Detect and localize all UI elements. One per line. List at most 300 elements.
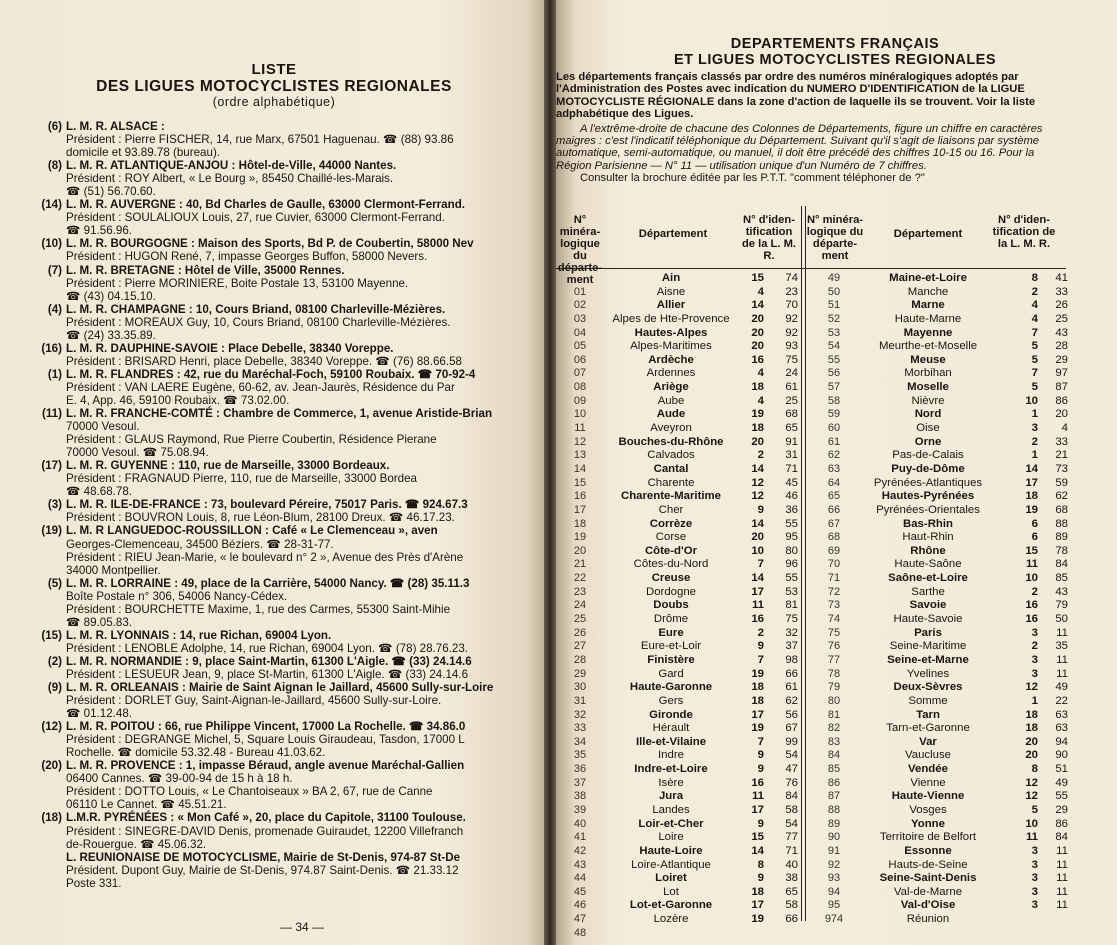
department-name: Jura <box>658 790 684 803</box>
league-id: 17 <box>1025 476 1038 489</box>
department-name: Loire-Atlantique <box>631 858 711 871</box>
header-ident: N° d'iden-tification de la L. M. R. <box>741 214 797 262</box>
league-id: 14 <box>751 572 764 585</box>
department-name: Charente-Maritime <box>620 490 721 503</box>
league-line-text: L. M. R. ILE-DE-FRANCE : 73, boulevard Péreire, 75017 Paris. ☎ 924.67.3 <box>66 498 468 512</box>
department-row <box>806 681 1066 695</box>
league-id: 15 <box>1025 544 1038 557</box>
department-code: 974 <box>824 913 844 926</box>
department-name: Corse <box>655 531 687 544</box>
right-title-line-2: ET LIGUES MOTOCYCLISTES REGIONALES <box>673 52 997 68</box>
phone-prefix: 79 <box>1055 599 1068 612</box>
department-name: Meurthe-et-Moselle <box>878 340 978 353</box>
phone-prefix: 11 <box>1056 653 1068 666</box>
department-name: Seine-Maritime <box>889 640 967 653</box>
league-line-text: Président : GLAUS Raymond, Rue Pierre Coubertin, Résidence Pierane <box>66 433 437 447</box>
department-name: Lot <box>663 885 679 898</box>
phone-prefix: 62 <box>1055 490 1068 503</box>
phone-prefix: 76 <box>785 776 798 789</box>
league-entry-line <box>66 864 556 877</box>
department-code: 04 <box>573 326 587 339</box>
league-entry <box>38 811 556 824</box>
department-code: 71 <box>827 572 841 585</box>
league-id: 16 <box>1025 613 1038 626</box>
phone-prefix: 31 <box>785 449 798 462</box>
department-code: 07 <box>573 367 587 380</box>
phone-prefix: 38 <box>785 872 798 885</box>
league-line-text: L. M. R. FRANCHE-COMTÉ : Chambre de Commerce, 1, avenue Aristide-Brian <box>66 407 493 421</box>
department-code: 66 <box>827 503 841 516</box>
league-id: 3 <box>1031 858 1038 871</box>
department-name: Marne <box>911 299 945 312</box>
league-id: 20 <box>1025 749 1038 762</box>
department-name: Hautes-Alpes <box>634 326 708 339</box>
department-row <box>806 627 1066 641</box>
department-row <box>556 518 801 532</box>
league-entry-line <box>66 277 556 290</box>
league-id: 17 <box>751 585 764 598</box>
league-line-text: L. M. R. CHAMPAGNE : 10, Cours Briand, 08100 Charleville-Mézières. <box>66 302 446 316</box>
league-entry-line <box>66 590 556 603</box>
department-code: 59 <box>827 408 841 421</box>
department-row <box>806 777 1066 791</box>
department-code: 38 <box>573 790 587 803</box>
league-id: 7 <box>1031 367 1038 380</box>
league-id: 10 <box>1025 394 1038 407</box>
department-name: Haute-Vienne <box>891 790 965 803</box>
department-code: 34 <box>573 735 587 748</box>
departments-column-right <box>806 272 1066 927</box>
league-entry-line <box>66 185 556 198</box>
phone-prefix: 24 <box>785 367 798 380</box>
department-code: 65 <box>827 490 841 503</box>
department-name: Haute-Savoie <box>893 613 963 626</box>
phone-prefix: 25 <box>1055 312 1068 325</box>
league-line-text: L. M. R. POITOU : 66, rue Philippe Vincent, 17000 La Rochelle. ☎ 34.86.0 <box>66 720 466 734</box>
department-row <box>806 722 1066 736</box>
department-name: Aude <box>656 408 686 421</box>
league-number: (8) <box>47 159 62 173</box>
phone-prefix: 33 <box>1055 435 1068 448</box>
department-code: 82 <box>827 722 841 735</box>
department-name: Côte-d'Or <box>644 544 698 557</box>
league-id: 4 <box>1031 299 1038 312</box>
phone-prefix: 11 <box>1056 844 1068 857</box>
department-row <box>806 872 1066 886</box>
department-row <box>556 640 801 654</box>
phone-prefix: 73 <box>1055 462 1068 475</box>
department-code: 57 <box>827 381 841 394</box>
department-code: 93 <box>827 872 841 885</box>
department-name: Somme <box>908 694 948 707</box>
league-id: 6 <box>1031 531 1038 544</box>
league-id: 2 <box>1031 640 1038 653</box>
department-code: 36 <box>573 763 587 776</box>
phone-prefix: 29 <box>1055 803 1068 816</box>
department-row <box>806 354 1066 368</box>
department-name: Moselle <box>907 381 949 394</box>
department-code: 12 <box>573 435 587 448</box>
league-id: 3 <box>1031 899 1038 912</box>
league-line-text: ☎ 91.56.96. <box>66 224 133 238</box>
header-department-2: Département <box>893 228 963 240</box>
department-name: Meuse <box>910 353 946 366</box>
department-code: 90 <box>827 831 841 844</box>
department-row <box>556 299 801 313</box>
phone-prefix: 37 <box>785 640 798 653</box>
league-entry-line <box>66 172 556 185</box>
phone-prefix: 96 <box>785 558 798 571</box>
department-row <box>806 831 1066 845</box>
league-line-text: L. M. R LANGUEDOC-ROUSSILLON : Café « Le Clemenceau », aven <box>66 524 438 538</box>
department-name: Sarthe <box>911 585 945 598</box>
department-row <box>556 681 801 695</box>
league-id: 3 <box>1031 626 1038 639</box>
department-name: Manche <box>907 285 949 298</box>
department-name: Creuse <box>651 572 691 585</box>
department-code: 24 <box>573 599 587 612</box>
league-number: (12) <box>41 720 62 734</box>
league-id: 9 <box>757 763 764 776</box>
league-line-text: Président : DORLET Guy, Saint-Aignan-le-Jaillard, 45600 Sully-sur-Loire. <box>66 694 442 708</box>
phone-prefix: 92 <box>785 326 798 339</box>
department-row <box>806 436 1066 450</box>
league-line-text: 06400 Cannes. ☎ 39-00-94 de 15 h à 18 h. <box>66 772 293 786</box>
department-code: 14 <box>573 462 587 475</box>
league-id: 15 <box>751 272 764 284</box>
department-row <box>556 859 801 873</box>
department-row <box>556 272 801 286</box>
department-code: 69 <box>827 544 841 557</box>
league-entry-line <box>66 772 556 785</box>
department-row <box>806 531 1066 545</box>
league-id: 7 <box>1031 326 1038 339</box>
department-row <box>806 381 1066 395</box>
league-id: 10 <box>1025 817 1038 830</box>
league-entry <box>38 577 556 590</box>
league-entry <box>38 720 556 733</box>
league-line-text: Boîte Postale n° 306, 54006 Nancy-Cédex. <box>66 589 288 603</box>
department-row <box>556 395 801 409</box>
league-entry <box>38 524 556 537</box>
league-id: 1 <box>1031 694 1038 707</box>
department-name: Orne <box>914 435 942 448</box>
department-row <box>556 872 801 886</box>
department-name: Tarn-et-Garonne <box>886 722 970 735</box>
department-name: Puy-de-Dôme <box>891 462 965 475</box>
league-id: 11 <box>751 790 764 803</box>
league-id: 8 <box>1031 272 1038 284</box>
department-name: Bouches-du-Rhône <box>618 435 724 448</box>
phone-prefix: 28 <box>1055 340 1068 353</box>
department-code: 42 <box>573 844 587 857</box>
department-row <box>806 299 1066 313</box>
department-code: 13 <box>573 449 587 462</box>
department-code: 32 <box>573 708 587 721</box>
league-line-text: L. M. R. LYONNAIS : 14, rue Richan, 69004 Lyon. <box>66 628 332 642</box>
department-name: Loire <box>658 831 684 844</box>
department-row <box>806 640 1066 654</box>
league-entry-line <box>66 472 556 485</box>
league-id: 2 <box>757 449 764 462</box>
department-row <box>556 709 801 723</box>
department-code: 72 <box>827 585 841 598</box>
league-id: 16 <box>751 613 764 626</box>
phone-prefix: 81 <box>785 599 798 612</box>
department-name: Lot-et-Garonne <box>629 899 713 912</box>
league-line-text: Président : FRAGNAUD Pierre, 110, rue de Marseille, 33000 Bordea <box>66 472 417 486</box>
league-entry-line <box>66 381 556 394</box>
department-row <box>556 613 801 627</box>
league-id: 19 <box>751 913 764 926</box>
department-row <box>806 736 1066 750</box>
league-number: (6) <box>47 120 62 133</box>
league-entry-line <box>66 433 556 446</box>
league-entry <box>38 264 556 277</box>
department-row <box>556 695 801 709</box>
league-id: 8 <box>1031 763 1038 776</box>
department-code: 91 <box>827 844 841 857</box>
department-row <box>806 463 1066 477</box>
league-line-text: Président : BOUVRON Louis, 8, rue Léon-Blum, 28100 Dreux. ☎ 46.17.23. <box>66 511 455 525</box>
phone-prefix: 75 <box>785 613 798 626</box>
department-code: 23 <box>573 585 587 598</box>
department-code: 76 <box>827 640 841 653</box>
league-line-text: ☎ (24) 33.35.89. <box>66 328 156 342</box>
department-code: 28 <box>573 653 587 666</box>
department-code: 17 <box>573 503 587 516</box>
phone-prefix: 75 <box>785 353 798 366</box>
department-table <box>556 206 1068 939</box>
league-line-text: L. M. R. ATLANTIQUE-ANJOU : Hôtel-de-Ville, 44000 Nantes. <box>66 159 397 173</box>
league-line-text: L. M. R. BRETAGNE : Hôtel de Ville, 35000 Rennes. <box>66 263 345 277</box>
phone-prefix: 66 <box>785 667 798 680</box>
department-code: 02 <box>573 299 587 312</box>
department-name: Yonne <box>911 817 945 830</box>
department-row <box>556 927 801 941</box>
phone-prefix: 25 <box>785 394 798 407</box>
department-name: Ardèche <box>648 353 694 366</box>
department-name: Territoire de Belfort <box>879 831 977 844</box>
phone-prefix: 51 <box>1055 763 1068 776</box>
league-line-text: L.M.R. PYRÉNÉES : « Mon Café », 20, place du Capitole, 31100 Toulouse. <box>66 811 466 825</box>
intro-italic: A l'extrême-droite de chacune des Colonnes de Départements, figure un chiffre en caractères maigres : c'est l'indicatif téléphonique du Département. Suivant qu'il s'agit de liaisons par système automatique, semi-automatique, ou manuel, il doit être précédé des chiffres 10-15 ou 16. Pour la Région Parisienne — N° 11 — utilisation unique d'un Numéro de 7 chiffres. <box>556 122 1043 172</box>
department-name: Ain <box>661 272 681 284</box>
league-id: 14 <box>751 299 764 312</box>
department-row <box>556 777 801 791</box>
league-entry-line <box>66 551 556 564</box>
department-row <box>806 763 1066 777</box>
department-code: 19 <box>573 531 587 544</box>
league-number: (4) <box>47 302 62 316</box>
department-name: Oise <box>916 422 940 435</box>
department-name: Ariège <box>653 381 689 394</box>
department-code: 06 <box>573 353 587 366</box>
department-row <box>806 613 1066 627</box>
department-name: Val-de-Marne <box>893 885 963 898</box>
league-id: 20 <box>751 531 764 544</box>
department-row <box>556 586 801 600</box>
department-row <box>556 654 801 668</box>
league-id: 19 <box>751 408 764 421</box>
league-id: 4 <box>1031 312 1038 325</box>
phone-prefix: 11 <box>1056 667 1068 680</box>
department-name: Yvelines <box>906 667 950 680</box>
department-row <box>556 668 801 682</box>
phone-prefix: 4 <box>1061 422 1068 435</box>
phone-prefix: 74 <box>785 272 798 284</box>
league-line-text: Président : LESUEUR Jean, 9, place St-Martin, 61300 L'Aigle. ☎ (33) 24.14.6 <box>66 667 469 681</box>
department-name: Indre <box>658 749 684 762</box>
department-row <box>806 709 1066 723</box>
department-code: 27 <box>573 640 587 653</box>
department-name: Finistère <box>647 653 695 666</box>
league-line-text: domicile et 93.89.78 (bureau). <box>66 146 221 160</box>
league-line-text: Président : ROY Albert, « Le Bourg », 85450 Chaillé-les-Marais. <box>66 172 394 186</box>
department-code: 31 <box>573 694 587 707</box>
department-code: 58 <box>827 394 841 407</box>
league-line-text: L. M. R. FLANDRES : 42, rue du Maréchal-Foch, 59100 Roubaix. ☎ 70-92-4 <box>66 367 476 381</box>
left-title-line-3: (ordre alphabétique) <box>212 95 336 109</box>
department-row <box>806 558 1066 572</box>
league-entry-line <box>66 146 556 159</box>
league-id: 15 <box>751 831 764 844</box>
league-id: 1 <box>1031 449 1038 462</box>
department-row <box>556 477 801 491</box>
league-entry <box>38 120 556 133</box>
department-row <box>806 504 1066 518</box>
league-id: 4 <box>757 285 764 298</box>
league-line-text: ☎ (43) 04.15.10. <box>66 289 156 303</box>
league-line-text: Président : SOULALIOUX Louis, 27, rue Cuvier, 63000 Clermont-Ferrand. <box>66 211 445 225</box>
department-row <box>806 490 1066 504</box>
department-name: Haute-Saône <box>894 558 962 571</box>
league-entry <box>38 681 556 694</box>
league-id: 2 <box>1031 285 1038 298</box>
league-entry-line <box>66 825 556 838</box>
department-row <box>806 422 1066 436</box>
league-id: 17 <box>751 708 764 721</box>
league-line-text: L. M. R. AUVERGNE : 40, Bd Charles de Gaulle, 63000 Clermont-Ferrand. <box>66 198 466 212</box>
department-code: 62 <box>827 449 841 462</box>
phone-prefix: 90 <box>1055 749 1068 762</box>
league-line-text: Président : LENOBLE Adolphe, 14, rue Richan, 69004 Lyon. ☎ (78) 28.76.23. <box>66 641 469 655</box>
department-row <box>806 668 1066 682</box>
league-id: 5 <box>1031 381 1038 394</box>
phone-prefix: 71 <box>785 462 798 475</box>
table-column-divider <box>801 206 802 921</box>
phone-prefix: 87 <box>1055 381 1068 394</box>
league-number: (14) <box>41 198 62 212</box>
department-name: Drôme <box>653 613 689 626</box>
phone-prefix: 58 <box>785 803 798 816</box>
league-id: 16 <box>751 353 764 366</box>
department-row <box>806 449 1066 463</box>
department-row <box>556 381 801 395</box>
department-code: 40 <box>573 817 587 830</box>
phone-prefix: 92 <box>785 312 798 325</box>
header-code-2: N° minéra-logique du départe-ment <box>806 214 864 262</box>
department-row <box>556 531 801 545</box>
department-name: Gironde <box>649 708 693 721</box>
league-line-text: L. REUNIONAISE DE MOTOCYCLISME, Mairie de St-Denis, 974-87 St-De <box>66 850 461 864</box>
league-line-text: 06110 Le Cannet. ☎ 45.51.21. <box>66 798 227 812</box>
department-name: Aisne <box>656 285 686 298</box>
phone-prefix: 29 <box>1055 353 1068 366</box>
league-id: 11 <box>1025 831 1038 844</box>
league-id: 2 <box>757 626 764 639</box>
department-row <box>806 859 1066 873</box>
league-number: (10) <box>41 237 62 251</box>
league-id: 12 <box>751 490 764 503</box>
league-id: 20 <box>751 340 764 353</box>
department-name: Saône-et-Loire <box>888 572 968 585</box>
league-id: 18 <box>751 694 764 707</box>
phone-prefix: 68 <box>1055 503 1068 516</box>
department-code: 05 <box>573 340 587 353</box>
league-line-text: L. M. R. LORRAINE : 49, place de la Carrière, 54000 Nancy. ☎ (28) 35.11.3 <box>66 576 470 590</box>
page-number: — 34 — <box>280 920 325 934</box>
phone-prefix: 43 <box>1055 326 1068 339</box>
department-row <box>556 367 801 381</box>
league-entry-line <box>66 133 556 146</box>
department-row <box>556 736 801 750</box>
league-id: 12 <box>751 476 764 489</box>
department-code: 22 <box>573 572 587 585</box>
department-row <box>556 313 801 327</box>
department-row <box>806 395 1066 409</box>
league-entry-line <box>66 211 556 224</box>
league-id: 4 <box>757 394 764 407</box>
department-code: 74 <box>827 613 841 626</box>
department-name: Hauts-de-Seine <box>888 858 968 871</box>
league-entry-line <box>66 733 556 746</box>
phone-prefix: 32 <box>785 626 798 639</box>
department-code: 37 <box>573 776 587 789</box>
league-line-text: Président : DOTTO Louis, « Le Chantoiseaux » BA 2, 67, rue de Canne <box>66 785 433 799</box>
league-id: 20 <box>751 435 764 448</box>
department-name: Gers <box>658 694 684 707</box>
league-line-text: de-Rouergue. ☎ 45.06.32. <box>66 837 207 851</box>
phone-prefix: 65 <box>785 885 798 898</box>
department-name: Nièvre <box>911 394 945 407</box>
department-row <box>806 518 1066 532</box>
department-name: Val-d'Oise <box>900 899 956 912</box>
league-number: (15) <box>41 628 62 642</box>
league-id: 7 <box>757 735 764 748</box>
league-line-text: L. M. R. PROVENCE : 1, impasse Béraud, angle avenue Maréchal-Gallien <box>66 759 465 773</box>
department-name: Haute-Garonne <box>629 681 713 694</box>
league-id: 3 <box>1031 653 1038 666</box>
department-name: Lozère <box>653 913 689 926</box>
department-code: 29 <box>573 667 587 680</box>
league-id: 14 <box>751 462 764 475</box>
phone-prefix: 55 <box>785 517 798 530</box>
department-row <box>556 886 801 900</box>
phone-prefix: 21 <box>1055 449 1068 462</box>
phone-prefix: 66 <box>785 913 798 926</box>
league-line-text: L. M. R. BOURGOGNE : Maison des Sports, Bd P. de Coubertin, 58000 Nev <box>66 237 474 251</box>
department-row <box>556 504 801 518</box>
phone-prefix: 50 <box>1055 613 1068 626</box>
department-name: Haut-Rhin <box>902 531 954 544</box>
league-id: 18 <box>751 681 764 694</box>
league-id: 3 <box>1031 872 1038 885</box>
phone-prefix: 36 <box>785 503 798 516</box>
league-number: (1) <box>47 367 62 381</box>
department-row <box>556 463 801 477</box>
phone-prefix: 46 <box>785 490 798 503</box>
